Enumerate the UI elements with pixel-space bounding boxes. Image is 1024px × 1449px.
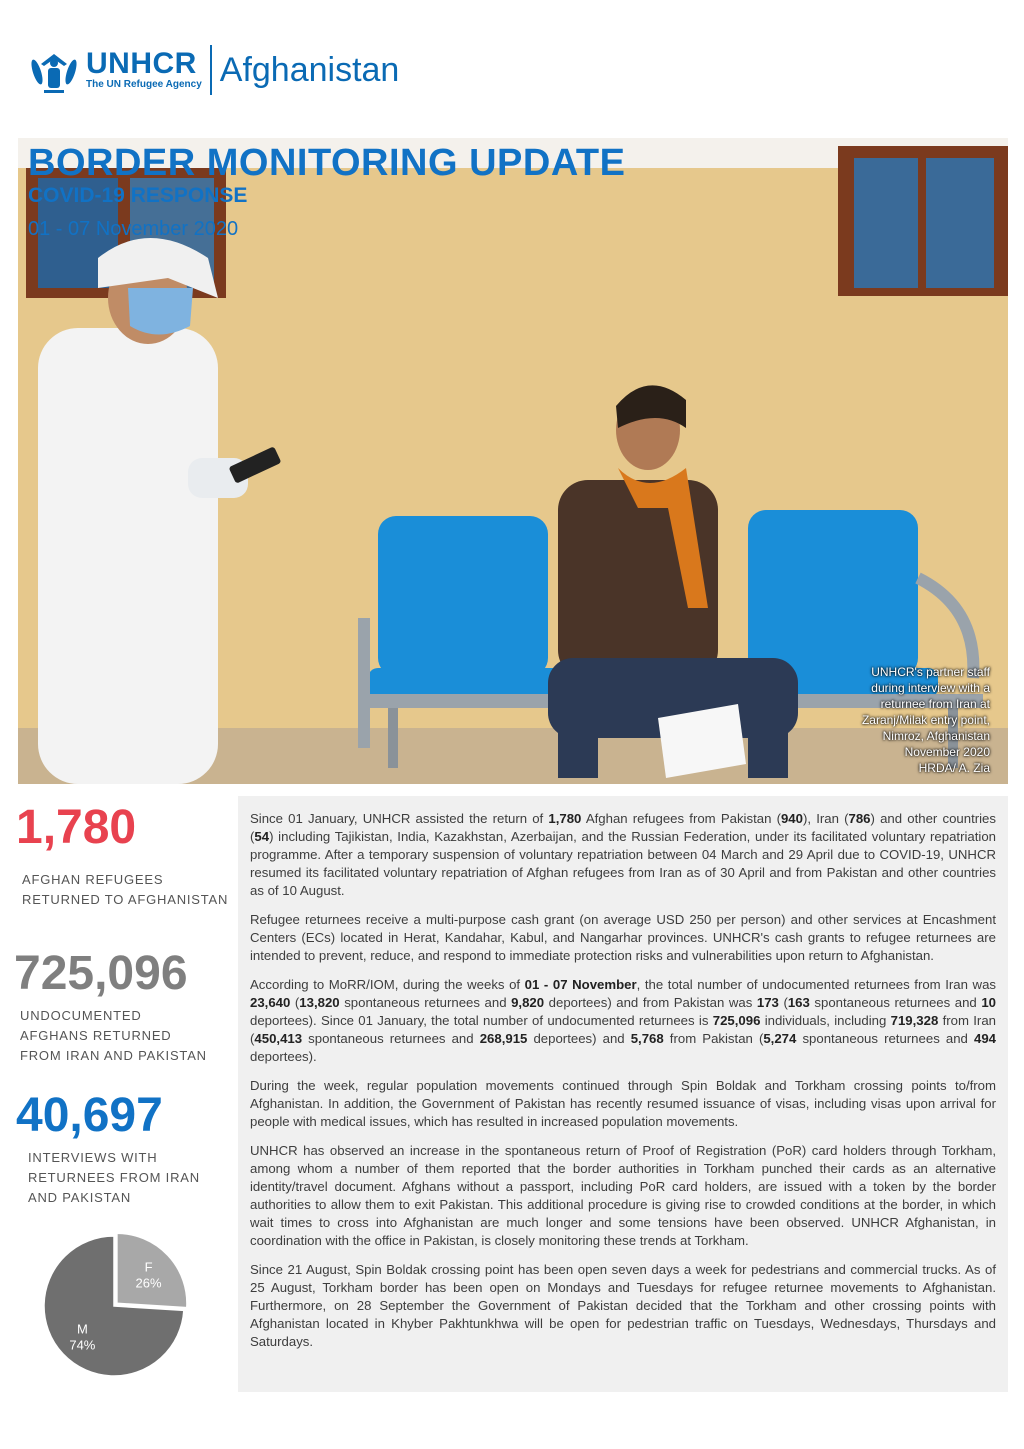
text-run: ) and other countries ( (250, 811, 996, 844)
report-dates: 01 - 07 November 2020 (28, 218, 239, 240)
bold-figure: 54 (254, 829, 270, 844)
paragraph (250, 1142, 996, 1250)
stat-refugees-label (22, 870, 228, 910)
gender-pie-chart (26, 1222, 226, 1392)
org-block (86, 49, 202, 91)
bold-figure: 5,274 (763, 1031, 797, 1046)
pie-label: F (144, 1259, 153, 1275)
text-run: ( (778, 995, 788, 1010)
bold-figure: 173 (756, 995, 779, 1010)
stat-label-line: RETURNEES FROM IRAN (28, 1170, 200, 1185)
stat-label-line: RETURNED TO AFGHANISTAN (22, 892, 229, 907)
bold-figure: 494 (973, 1031, 996, 1046)
bold-figure: 163 (787, 995, 810, 1010)
stat-label-line: UNDOCUMENTED (20, 1008, 142, 1023)
stat-label-line: FROM IRAN AND PAKISTAN (20, 1048, 207, 1063)
bold-figure: 725,096 (712, 1013, 761, 1028)
logo-divider (210, 45, 212, 95)
stat-undocumented-value: 725,096 (14, 947, 188, 1000)
caption-line: returnee from Iran at (880, 697, 990, 711)
unhcr-logo (28, 44, 399, 96)
caption-line: UNHCR's partner staff (871, 665, 990, 679)
bold-figure: 450,413 (254, 1031, 303, 1046)
paragraph (250, 1261, 996, 1351)
text-run: Refugee returnees receive a multi-purpose cash grant (on average USD 250 per person) and other services at Encashment Centers (ECs) located in Herat, Kandahar, Kabul, and Nangarhar provinces. UNHCR's cash grants to refugee returnees are intended to prevent, reduce, and respond to immediate protection risks and vulnerabilities upon return to Afghanistan. (250, 912, 996, 963)
page-title: BORDER MONITORING UPDATE (28, 142, 626, 184)
bold-figure: 719,328 (890, 1013, 939, 1028)
bold-figure: 9,820 (511, 995, 545, 1010)
stat-label-line: AFGHAN REFUGEES (22, 872, 164, 887)
text-run: Since 01 January, UNHCR assisted the return of (250, 811, 549, 826)
text-run: deportees). Since 01 January, the total number of undocumented returnees is (250, 1013, 713, 1028)
bold-figure: 940 (780, 811, 803, 826)
text-run: spontaneous returnees and (339, 995, 512, 1010)
pie-value-label: 74% (69, 1337, 96, 1353)
bold-figure: 1,780 (548, 811, 582, 826)
text-run: Since 21 August, Spin Boldak crossing point has been open seven days a week for pedestrians and commercial trucks. As of 25 August, Torkham border has been open on Mondays and Tuesdays for refugee returnee movements to Afghanistan. Furthermore, on 28 September the Government of Pakistan decided that the Torkham and other crossing points with Afghanistan located in Khyber Pakhtunkhwa will be open for pedestrian traffic on Tuesdays, Wednesdays, Thursdays and Saturdays. (250, 1262, 996, 1349)
org-tagline: The UN Refugee Agency (86, 79, 202, 90)
text-run: from Iran ( (250, 1013, 996, 1046)
text-run: spontaneous returnees and (796, 1031, 974, 1046)
paragraph (250, 1077, 996, 1131)
caption-line: HRDA/ A. Zia (918, 761, 990, 775)
paragraph (250, 810, 996, 900)
text-run: from Pakistan ( (663, 1031, 764, 1046)
text-run: UNHCR has observed an increase in the spontaneous return of Proof of Registration (PoR) card holders through Torkham, among whom a number of them reported that the border authorities in Torkham punched their cards as an alternative identity/travel document. Afghans without a passport, including PoR card holders, are issued with a token by the border authorities to allow them to exit Pakistan. This additional procedure is giving rise to crowded conditions at the border, in which wait times to cross into Afghanistan are much longer and some tensions have been observed. UNHCR Afghanistan, in coordination with the office in Pakistan, is closely monitoring these trends at Torkham. (250, 1143, 996, 1248)
text-run: spontaneous returnees and (302, 1031, 480, 1046)
caption-line: November 2020 (904, 745, 990, 759)
page-subtitle: COVID-19 RESPONSE (28, 184, 248, 207)
pie-value-label: 26% (135, 1275, 162, 1291)
pie-label: M (76, 1321, 88, 1337)
caption-line: Nimroz, Afghanistan (882, 729, 990, 743)
bold-figure: 5,768 (630, 1031, 664, 1046)
country-name: Afghanistan (219, 50, 400, 89)
hero-photo (18, 138, 1008, 784)
bold-figure: 10 (981, 995, 996, 1010)
stat-label-line: AFGHANS RETURNED (20, 1028, 172, 1043)
bold-figure: 786 (848, 811, 871, 826)
bold-figure: 23,640 (250, 995, 291, 1010)
text-run: Afghan refugees from Pakistan ( (581, 811, 781, 826)
text-run: ( (290, 995, 300, 1010)
text-run: , the total number of undocumented returnees from Iran was (636, 977, 997, 992)
stat-label-line: AND PAKISTAN (28, 1190, 132, 1205)
stat-interviews-label (28, 1148, 200, 1208)
caption-line: during interview with a (871, 681, 990, 695)
caption-line: Zaranj/Milak entry point, (861, 713, 990, 727)
paragraph (250, 911, 996, 965)
bold-figure: 01 - 07 November (524, 977, 637, 992)
text-run: deportees) and from Pakistan was (544, 995, 757, 1010)
text-run: deportees) and (527, 1031, 631, 1046)
unhcr-emblem-icon (28, 44, 80, 96)
narrative-text (238, 796, 1008, 1351)
bold-figure: 268,915 (479, 1031, 528, 1046)
text-run: During the week, regular population movements continued through Spin Boldak and Torkham crossing points to/from Afghanistan. In addition, the Government of Pakistan has recently resumed issuance of visas, including visas upon arrival for people with medical issues, which has resulted in increased population movements. (250, 1078, 996, 1129)
text-run: ), Iran ( (802, 811, 849, 826)
stat-undocumented-label (20, 1006, 207, 1066)
text-run: spontaneous returnees and (809, 995, 982, 1010)
stat-refugees-value: 1,780 (16, 801, 137, 854)
photo-caption (800, 664, 990, 776)
paragraph (250, 976, 996, 1066)
text-run: According to MoRR/IOM, during the weeks of (250, 977, 525, 992)
stat-label-line: INTERVIEWS WITH (28, 1150, 158, 1165)
narrative-panel (238, 796, 1008, 1392)
text-run: individuals, including (760, 1013, 891, 1028)
text-run: ) including Tajikistan, India, Kazakhstan, Azerbaijan, and the Russian Federation, under its facilitated voluntary repatriation programme. After a temporary suspension of voluntary repatriation between 04 March and 29 April due to COVID-19, UNHCR resumed its facilitated voluntary repatriation of Afghan refugees from Iran as of 30 April and from Pakistan and other countries as of 10 August. (250, 829, 996, 898)
org-name: UNHCR (86, 47, 197, 80)
text-run: deportees). (250, 1049, 317, 1064)
stat-interviews-value: 40,697 (16, 1089, 163, 1142)
bold-figure: 13,820 (299, 995, 340, 1010)
